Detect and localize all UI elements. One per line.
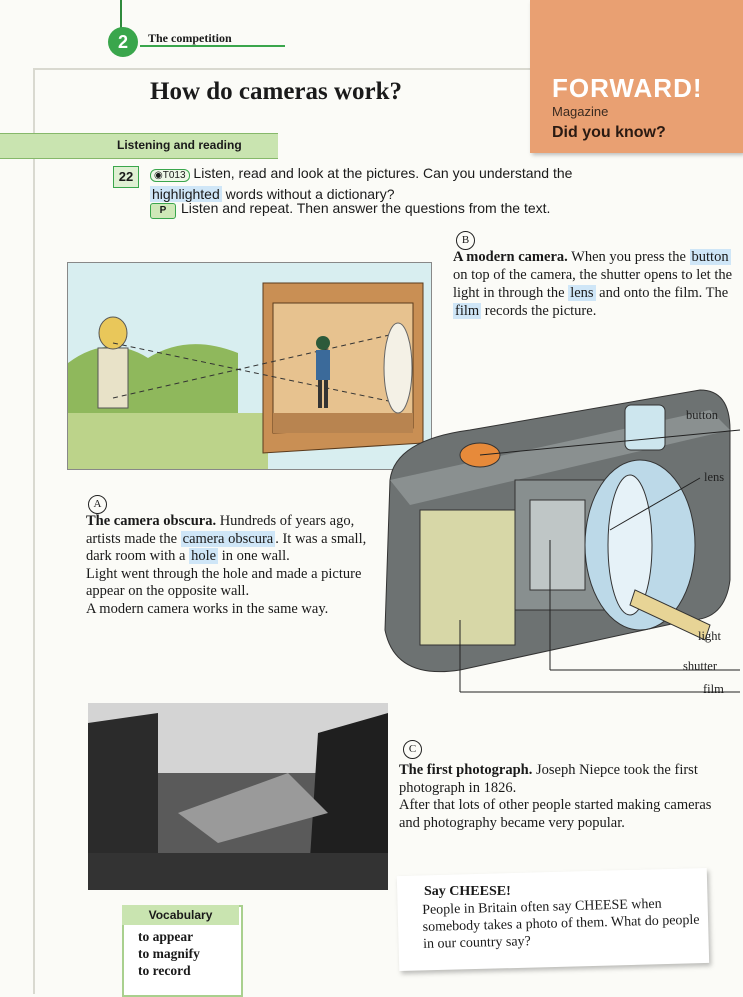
page-border-top (33, 68, 533, 70)
unit-line (120, 0, 122, 28)
camera-label-button: button (686, 408, 718, 422)
pronunciation-badge[interactable]: P (150, 203, 176, 219)
audio-track-badge[interactable]: ◉T013 (150, 169, 190, 182)
forward-subtitle: Magazine (552, 104, 609, 119)
camera-label-lens: lens (704, 470, 725, 484)
forward-title: FORWARD! (552, 73, 703, 103)
exercise-number: 22 (113, 166, 139, 188)
say-cheese-title: Say CHEESE! (424, 884, 511, 899)
unit-rule (140, 45, 285, 47)
label-a: A (88, 495, 107, 514)
camera-label-light: light (698, 629, 721, 643)
disc-icon: ◉ (154, 170, 163, 181)
section-a-text: The camera obscura. Hundreds of years ago, artists made the camera obscura . It was a small, dark room with a hole in one wall. Light went through the hole and made a picture appear on the opposite wall. A modern camera works in the same way. (86, 513, 367, 617)
camera-label-film: film (703, 682, 724, 696)
camera-label-shutter: shutter (683, 659, 718, 673)
vocab-item: to appear (138, 929, 194, 944)
section-c-text: The first photograph. Joseph Niepce took the first photograph in 1826. After that lots of other people started making cameras and photography became very popular. (399, 762, 712, 831)
exercise-instructions: ◉T013 Listen, read and look at the pictures. Can you understand the highlighted words without a dictionary? (152, 165, 573, 202)
vocabulary-list (138, 928, 200, 979)
label-b: B (456, 231, 475, 250)
unit-number-badge: 2 (108, 27, 138, 57)
say-cheese-text: People in Britain often say CHEESE when somebody takes a photo of them. What do people in our country say? (422, 896, 700, 952)
vocabulary-title: Vocabulary (122, 905, 239, 925)
forward-question: Did you know? (552, 124, 666, 141)
highlighted-word: highlighted (152, 186, 220, 202)
vocab-item: to record (138, 963, 191, 978)
section-b-text: A modern camera. When you press the button on top of the camera, the shutter opens to let the light in through the lens and onto the film. The film records the picture. (453, 249, 733, 319)
page-title: How do cameras work? (150, 78, 403, 105)
page-border-left (33, 68, 35, 994)
first-photograph-image (88, 703, 388, 890)
exercise-instructions-2: Listen and repeat. Then answer the questions from the text. (181, 200, 551, 216)
vocab-item: to magnify (138, 946, 200, 961)
unit-title: The competition (148, 31, 232, 45)
section-label: Listening and reading (117, 138, 242, 152)
label-c: C (403, 740, 422, 759)
camera-obscura-illustration (67, 262, 432, 470)
